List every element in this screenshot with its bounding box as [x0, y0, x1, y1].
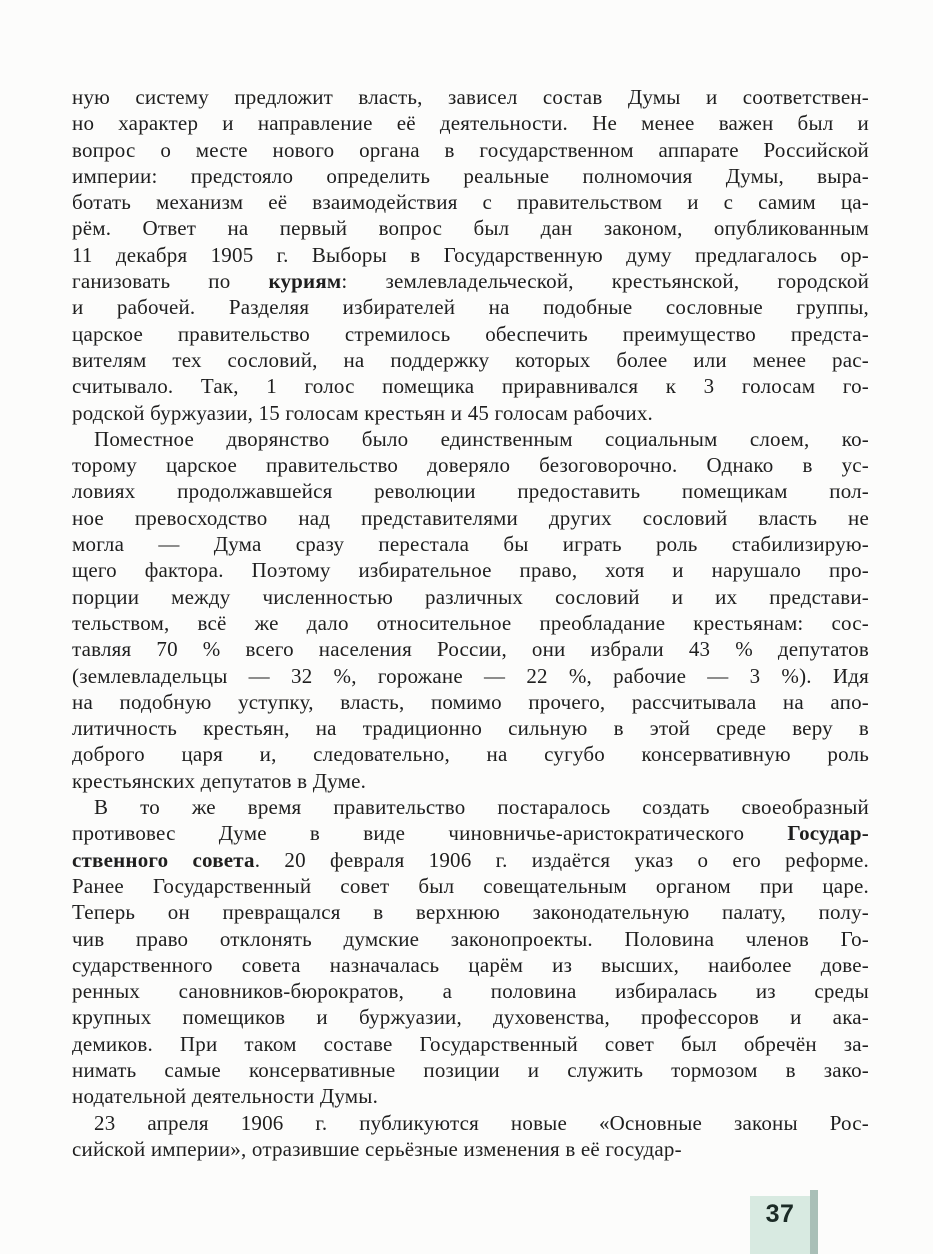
text-line: ственного совета. 20 февраля 1906 г. издаётся указ о его реформе.: [72, 847, 869, 872]
text-line: Поместное дворянство было единственным социальным слоем, ко-: [94, 426, 869, 451]
text-line: царское правительство стремилось обеспечить преимущество предста-: [72, 321, 869, 346]
text-line: литичность крестьян, на традиционно сильную в этой среде веру в: [72, 716, 869, 741]
text-line: на подобную уступку, власть, помимо прочего, рассчитывала на апо-: [72, 689, 869, 714]
text-line: империи: предстояло определить реальные полномочия Думы, выра-: [72, 163, 869, 188]
text-line: родской буржуазии, 15 голосам крестьян и 45 голосам рабочих.: [72, 400, 654, 425]
text-line: вителям тех сословий, на поддержку которых более или менее рас-: [72, 347, 869, 372]
text-line: Теперь он превращался в верхнюю законодательную палату, полу-: [72, 900, 869, 925]
text-line: демиков. При таком составе Государственный совет был обречён за-: [72, 1031, 869, 1056]
text-line: но характер и направление её деятельности. Не менее важен был и: [72, 111, 869, 136]
paragraph: [72, 1110, 869, 1163]
text-line: сийской империи», отразившие серьёзные изменения в её государ-: [72, 1136, 682, 1161]
page-number: 37: [765, 1200, 795, 1228]
text-line: могла — Дума сразу перестала бы играть роль стабилизирую-: [72, 532, 869, 557]
text-line: торому царское правительство доверяло безоговорочно. Однако в ус-: [72, 453, 869, 478]
text-line: 11 декабря 1905 г. Выборы в Государственную думу предлагалось ор-: [72, 242, 869, 267]
text-line: ботать механизм её взаимодействия с правительством и с самим ца-: [72, 190, 869, 215]
text-line: крестьянских депутатов в Думе.: [72, 768, 367, 793]
text-line: ренных сановников-бюрократов, а половина избиралась из среды: [72, 979, 869, 1004]
text-block: [72, 84, 869, 1162]
text-line: противовес Думе в виде чиновничье-аристократического Государ-: [72, 821, 869, 846]
text-line: вопрос о месте нового органа в государственном аппарате Российской: [72, 137, 869, 162]
text-line: 23 апреля 1906 г. публикуются новые «Основные законы Рос-: [94, 1110, 869, 1135]
text-line: тельством, всё же дало относительное преобладание крестьянам: сос-: [72, 610, 869, 635]
text-line: ное превосходство над представителями других сословий власть не: [72, 505, 869, 530]
text-line: и рабочей. Разделяя избирателей на подобные сословные группы,: [72, 295, 869, 320]
text-line: нодательной деятельности Думы.: [72, 1084, 379, 1109]
text-line: порции между численностью различных сословий и их представи-: [72, 584, 869, 609]
paragraph: [72, 794, 869, 1110]
text-line: щего фактора. Поэтому избирательное право, хотя и нарушало про-: [72, 558, 869, 583]
text-line: ловиях продолжавшейся революции предоставить помещикам пол-: [72, 479, 869, 504]
text-line: ганизовать по куриям: землевладельческой, крестьянской, городской: [72, 269, 870, 294]
text-line: крупных помещиков и буржуазии, духовенства, профессоров и ака-: [72, 1005, 869, 1030]
page-number-badge: [750, 1196, 810, 1254]
text-line: нимать самые консервативные позиции и служить тормозом в зако-: [72, 1057, 869, 1082]
paragraph: [72, 426, 869, 794]
text-line: тавляя 70 % всего населения России, они избрали 43 % депутатов: [72, 637, 869, 662]
text-line: Ранее Государственный совет был совещательным органом при царе.: [72, 873, 869, 898]
text-line: считывало. Так, 1 голос помещика приравнивался к 3 голосам го-: [72, 374, 869, 399]
text-line: сударственного совета назначалась царём из высших, наиболее дове-: [72, 952, 869, 977]
page-badge-strip: [810, 1190, 818, 1254]
text-line: (землевладельцы — 32 %, горожане — 22 %, рабочие — 3 %). Идя: [72, 663, 869, 688]
text-line: рём. Ответ на первый вопрос был дан законом, опубликованным: [72, 216, 869, 241]
text-line: доброго царя и, следовательно, на сугубо консервативную роль: [72, 742, 869, 767]
text-line: В то же время правительство постаралось создать своеобразный: [94, 795, 869, 820]
text-line: чив право отклонять думские законопроекты. Половина членов Го-: [72, 926, 869, 951]
paragraph: [72, 84, 869, 426]
text-line: ную систему предложит власть, зависел состав Думы и соответствен-: [72, 85, 869, 109]
